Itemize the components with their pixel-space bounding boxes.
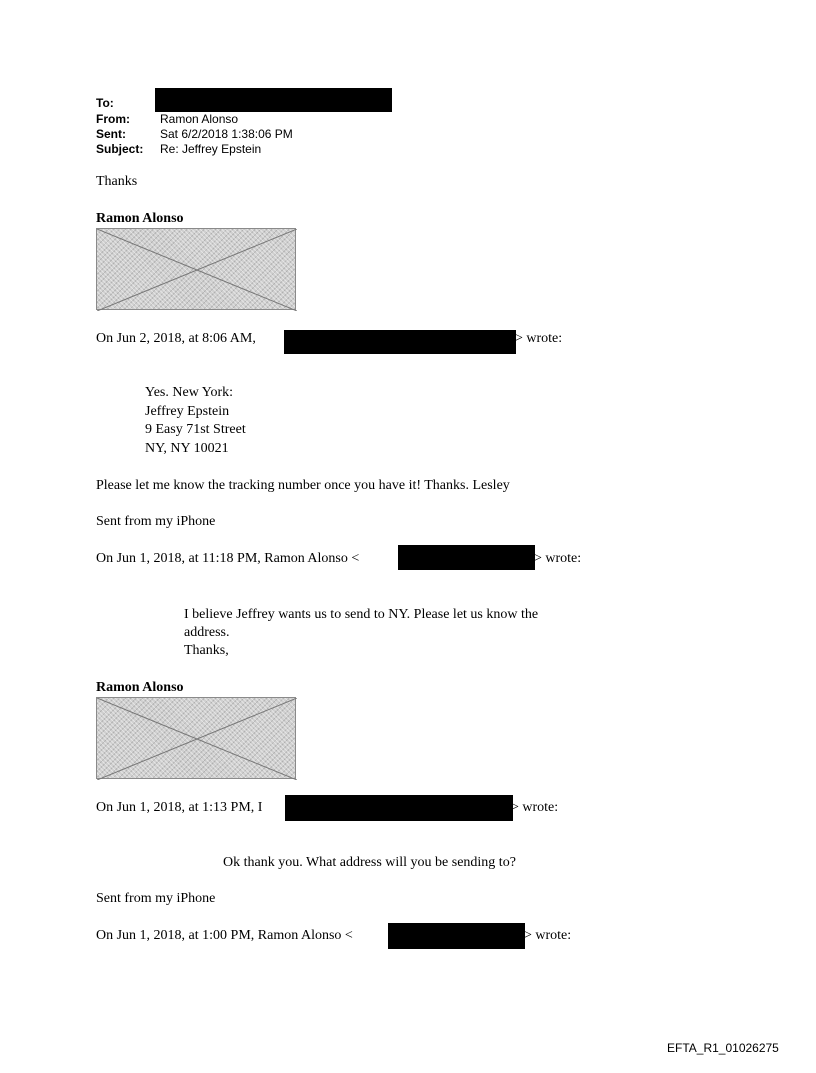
from-value: Ramon Alonso: [160, 112, 239, 126]
believe-line-3: Thanks,: [184, 643, 229, 658]
redacted-email-1: [284, 330, 516, 354]
quote-header-4-prefix: On Jun 1, 2018, at 1:00 PM, Ramon Alonso <: [96, 928, 353, 943]
address-line-3: 9 Easy 71st Street: [145, 422, 246, 437]
believe-line-1: I believe Jeffrey wants us to send to NY. Please let us know the: [184, 607, 539, 622]
signature-image-placeholder-1: [96, 228, 296, 310]
from-label: From:: [96, 112, 130, 126]
signature-name-1: Ramon Alonso: [96, 211, 184, 226]
quote-header-3-prefix: On Jun 1, 2018, at 1:13 PM, I: [96, 800, 263, 815]
sent-value: Sat 6/2/2018 1:38:06 PM: [160, 127, 293, 141]
signature-name-2: Ramon Alonso: [96, 680, 184, 695]
redacted-email-3: [285, 795, 513, 821]
redacted-email-4: [388, 923, 525, 949]
thanks-text: Thanks: [96, 174, 138, 189]
document-id: EFTA_R1_01026275: [667, 1041, 779, 1055]
address-line-1: Yes. New York:: [145, 385, 234, 400]
quote-header-1-prefix: On Jun 2, 2018, at 8:06 AM,: [96, 331, 256, 346]
quote-header-3-suffix: > wrote:: [511, 800, 559, 815]
sent-from-iphone-2: Sent from my iPhone: [96, 891, 216, 906]
quote-header-2-prefix: On Jun 1, 2018, at 11:18 PM, Ramon Alonso <: [96, 551, 360, 566]
signature-image-placeholder-2: [96, 697, 296, 779]
quote-header-1-suffix: > wrote:: [515, 331, 563, 346]
to-label: To:: [96, 96, 114, 110]
quote-header-4-suffix: > wrote:: [524, 928, 572, 943]
sent-label: Sent:: [96, 127, 126, 141]
sent-from-iphone-1: Sent from my iPhone: [96, 514, 216, 529]
believe-line-2: address.: [184, 625, 230, 640]
redacted-email-2: [398, 545, 535, 570]
tracking-request-text: Please let me know the tracking number once you have it! Thanks. Lesley: [96, 478, 510, 493]
ok-thank-you-text: Ok thank you. What address will you be sending to?: [223, 855, 516, 870]
redacted-to-address: [155, 88, 392, 112]
address-line-4: NY, NY 10021: [145, 441, 229, 456]
address-line-2: Jeffrey Epstein: [145, 404, 230, 419]
quote-header-2-suffix: > wrote:: [534, 551, 582, 566]
subject-label: Subject:: [96, 142, 144, 156]
subject-value: Re: Jeffrey Epstein: [160, 142, 262, 156]
